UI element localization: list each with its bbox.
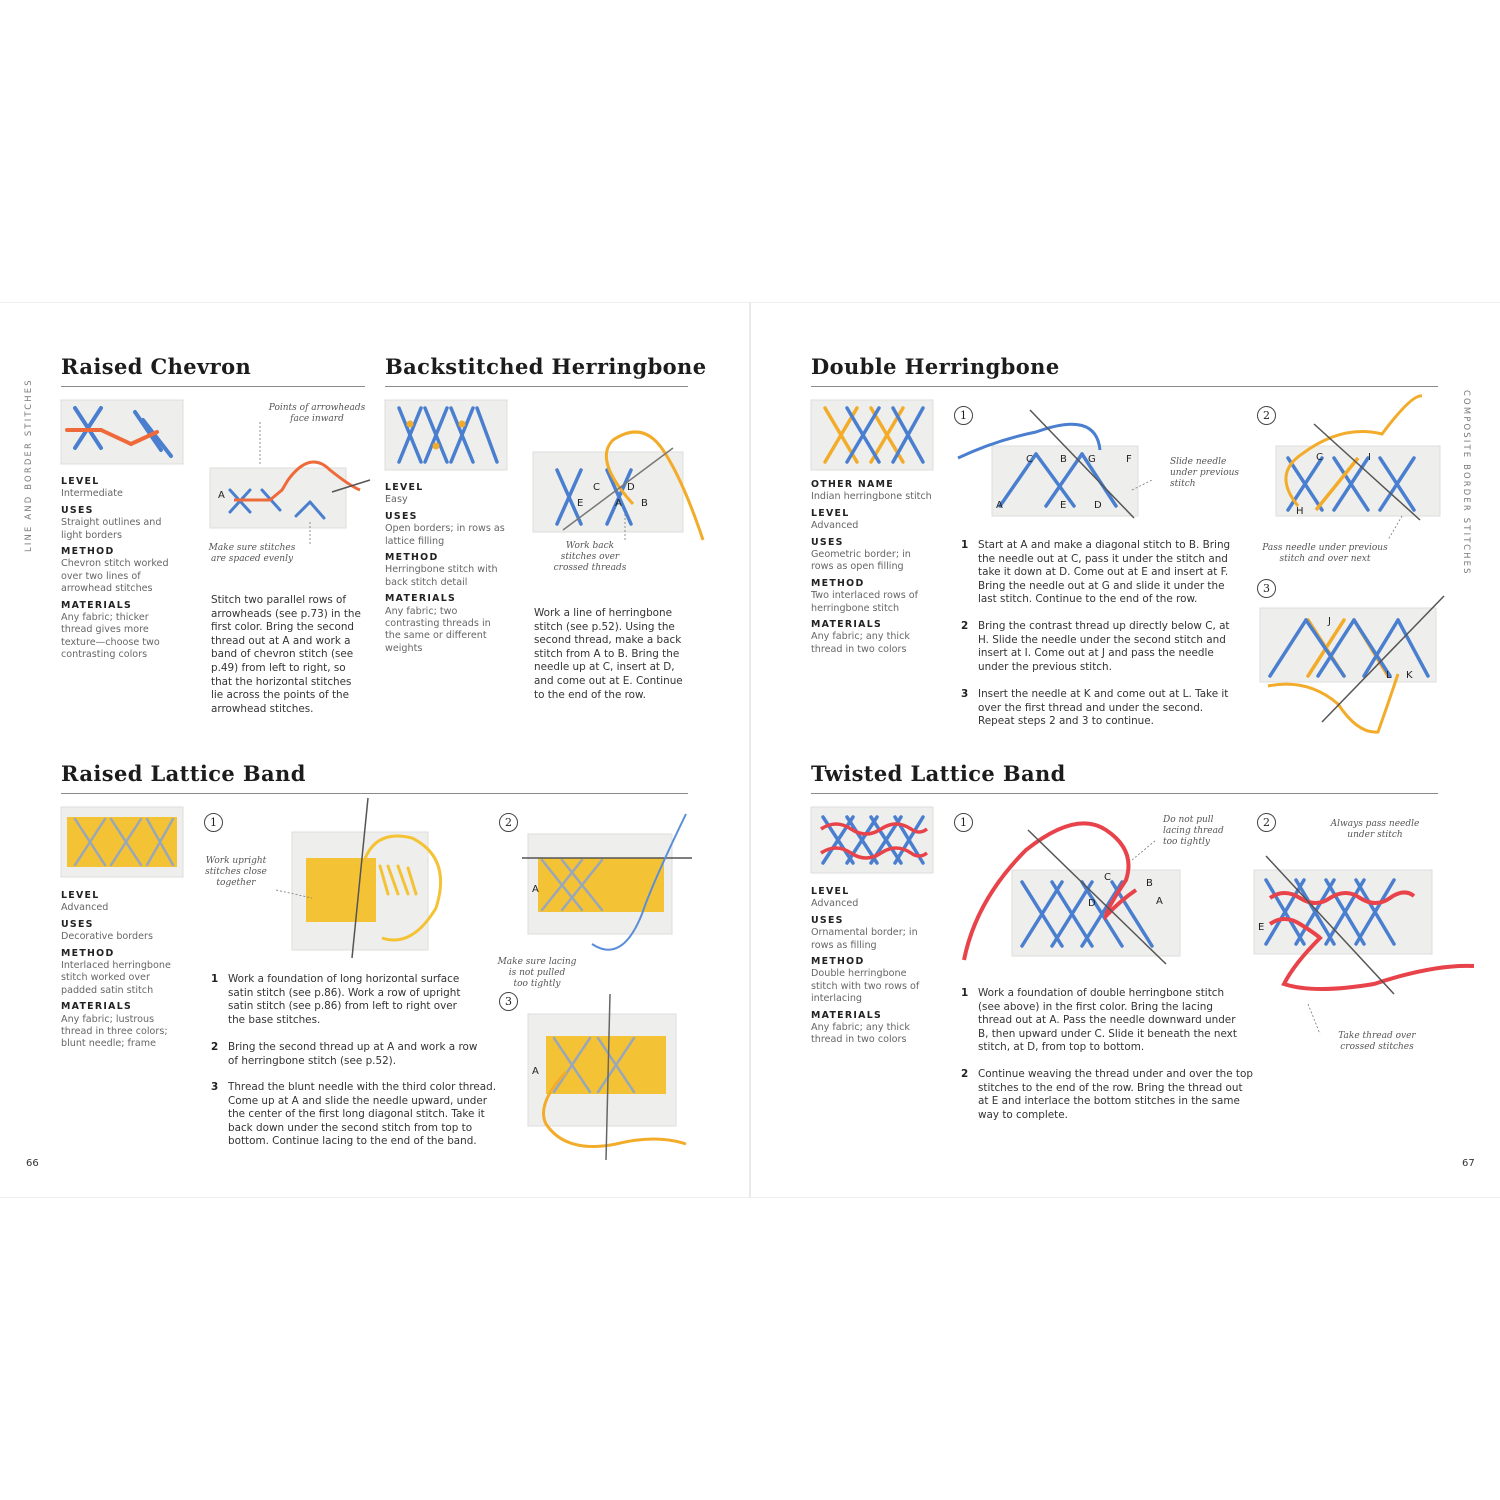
raised-chevron-info [61, 476, 176, 662]
raised-lattice-band-info [61, 890, 186, 1051]
raised-chevron-note-bottom: Make sure stitches are spaced evenly [208, 543, 296, 564]
method-value: Herringbone stitch with back stitch detail [385, 564, 498, 588]
step-text: Continue weaving the thread under and over the top stitches to the end of the row. Bring the thread out at E and interlace the bottom stitches in the same way to complete. [978, 1068, 1253, 1121]
step-number: 2 [211, 1041, 219, 1053]
level-label: LEVEL [385, 482, 424, 493]
twisted-lattice-band-title: Twisted Lattice Band [811, 761, 1066, 786]
dh-step-mark-3: 3 [1257, 579, 1276, 598]
dh1-label-a: A [996, 500, 1003, 511]
side-label-right: COMPOSITE BORDER STITCHES [1462, 390, 1472, 576]
materials-value: Any fabric; any thick thread in two colors [811, 631, 910, 655]
dh1-label-b: B [1060, 454, 1067, 465]
step-text: Work a foundation of long horizontal surface satin stitch (see p.86). Work a row of upright satin stitch (see p.86) from left to right over the base stitches. [228, 973, 461, 1026]
level-label: LEVEL [811, 886, 850, 897]
uses-label: USES [811, 914, 844, 926]
tlb-step-2 [961, 1068, 1256, 1122]
backstitched-herringbone-swatch [385, 400, 507, 470]
step-number: 3 [211, 1081, 219, 1093]
other-name-value: Indian herringbone stitch [811, 491, 932, 503]
raised-lattice-band-swatch [61, 807, 183, 877]
side-label-left: LINE AND BORDER STITCHES [23, 378, 33, 552]
materials-label: MATERIALS [811, 619, 883, 631]
dh1-label-c: C [1026, 454, 1033, 465]
method-value: Interlaced herringbone stitch worked over padded satin stitch [61, 960, 171, 996]
backstitched-herringbone-title: Backstitched Herringbone [385, 354, 707, 379]
twisted-lattice-band-swatch [811, 807, 933, 873]
twisted-lattice-band-diagram-1 [956, 820, 1186, 970]
dh-step-2 [961, 620, 1241, 674]
raised-chevron-note-top: Points of arrowheads face inward [268, 403, 366, 424]
double-herringbone-diagram-3 [1248, 594, 1448, 734]
tlb-note-2a: Always pass needle under stitch [1330, 819, 1420, 840]
step-number: 2 [961, 1068, 969, 1080]
step-text: Work a foundation of double herringbone stitch (see above) in the first color. Bring the lacing thread out at A. Pass the needle downward under B, then upward under C. Slide it beneath the next stitch, at D, from top to bottom. [978, 987, 1237, 1054]
level-label: LEVEL [61, 890, 100, 901]
tlb-step-1 [961, 987, 1246, 1055]
backstitched-herringbone-info [385, 482, 505, 655]
tlb-step-mark-2: 2 [1257, 813, 1276, 832]
double-herringbone-rule [811, 386, 1438, 387]
step-number: 1 [211, 973, 219, 985]
raised-chevron-rule [61, 386, 365, 387]
rlb-step-1 [211, 973, 466, 1027]
materials-value: Any fabric; two contrasting threads in the same or different weights [385, 605, 491, 654]
method-label: METHOD [61, 947, 115, 959]
step-text: Start at A and make a diagonal stitch to B. Bring the needle out at C, pass it under the stitch and take it down at D. Come out at E and insert at F. Bring the needle out at G and slide it under the last stitch. Continue to the end of the row. [978, 539, 1231, 606]
level-value: Intermediate [61, 488, 123, 500]
rlb-label-a-3: A [532, 1066, 539, 1077]
step-text: Insert the needle at K and come out at L. Take it over the first thread and under the second. Repeat steps 2 and 3 to continue. [978, 688, 1229, 728]
rlb-note-1: Work upright stitches close together [205, 856, 267, 888]
materials-label: MATERIALS [61, 599, 133, 611]
page-number-right: 67 [1462, 1158, 1475, 1169]
step-number: 1 [961, 987, 969, 999]
level-value: Advanced [61, 902, 109, 914]
uses-value: Decorative borders [61, 931, 153, 943]
raised-lattice-band-rule [61, 793, 688, 794]
dh-step-1 [961, 539, 1241, 607]
uses-label: USES [61, 504, 94, 516]
step-text: Bring the second thread up at A and work a row of herringbone stitch (see p.52). [228, 1041, 478, 1067]
dh1-label-e: E [1060, 500, 1067, 511]
bh-label-d: D [627, 482, 635, 493]
materials-value: Any fabric; thicker thread gives more texture—choose two contrasting colors [61, 612, 160, 661]
tlb1-label-a: A [1156, 896, 1163, 907]
dh-note-2: Pass needle under previous stitch and over next [1262, 543, 1388, 564]
dh2-label-i: I [1368, 452, 1371, 463]
materials-value: Any fabric; any thick thread in two colors [811, 1022, 910, 1046]
raised-chevron-label-a: A [218, 490, 225, 501]
rlb-step-3 [211, 1081, 499, 1149]
raised-lattice-band-diagram-2 [522, 814, 692, 954]
dh-step-mark-1: 1 [954, 406, 973, 425]
dh3-label-l: L [1386, 670, 1392, 681]
tlb2-label-e: E [1258, 922, 1265, 933]
dh2-label-c: C [1316, 452, 1323, 463]
uses-value: Straight outlines and light borders [61, 517, 162, 541]
dh1-label-f: F [1126, 454, 1132, 465]
uses-value: Ornamental border; in rows as filling [811, 927, 918, 951]
method-label: METHOD [61, 546, 115, 558]
raised-chevron-title: Raised Chevron [61, 354, 252, 379]
level-value: Easy [385, 494, 408, 506]
raised-chevron-diagram [210, 420, 370, 530]
materials-label: MATERIALS [61, 1001, 133, 1013]
method-value: Chevron stitch worked over two lines of arrowhead stitches [61, 558, 169, 595]
method-label: METHOD [811, 577, 865, 589]
tlb-note-1: Do not pull lacing thread too tightly [1163, 815, 1224, 847]
bh-label-e: E [577, 498, 584, 509]
twisted-lattice-band-rule [811, 793, 1438, 794]
dh2-label-h: H [1296, 506, 1304, 517]
materials-label: MATERIALS [385, 593, 457, 605]
step-number: 2 [961, 620, 969, 632]
double-herringbone-diagram-1 [956, 410, 1176, 520]
raised-lattice-band-diagram-3 [526, 994, 691, 1164]
step-number: 1 [961, 539, 969, 551]
level-label: LEVEL [61, 476, 100, 487]
bh-label-b: B [641, 498, 648, 509]
bh-label-c: C [593, 482, 600, 493]
backstitched-herringbone-note: Work back stitches over crossed threads [553, 541, 627, 573]
dh1-label-d: D [1094, 500, 1102, 511]
step-number: 3 [961, 688, 969, 700]
method-value: Double herringbone stitch with two rows of interlacing [811, 968, 920, 1005]
tlb-step-mark-1: 1 [954, 813, 973, 832]
other-name-label: OTHER NAME [811, 479, 894, 490]
rlb-note-3: Make sure lacing is not pulled too tightly [497, 957, 577, 989]
raised-lattice-band-diagram-1 [292, 798, 452, 958]
double-herringbone-info [811, 479, 936, 656]
page-number-left: 66 [26, 1158, 39, 1169]
rlb-step-mark-2: 2 [499, 813, 518, 832]
dh1-label-g: G [1088, 454, 1096, 465]
level-label: LEVEL [811, 507, 850, 519]
method-value: Two interlaced rows of herringbone stitch [811, 590, 918, 614]
backstitched-herringbone-diagram [533, 430, 718, 550]
level-value: Advanced [811, 898, 859, 910]
twisted-lattice-band-diagram-2 [1254, 844, 1484, 994]
raised-lattice-band-title: Raised Lattice Band [61, 761, 306, 786]
materials-label: MATERIALS [811, 1009, 883, 1021]
backstitched-herringbone-rule [385, 386, 688, 387]
rlb-step-mark-1: 1 [204, 813, 223, 832]
bh-label-a: A [615, 498, 622, 509]
materials-value: Any fabric; lustrous thread in three colors; blunt needle; frame [61, 1013, 168, 1050]
tlb-note-2b: Take thread over crossed stitches [1338, 1031, 1416, 1052]
uses-label: USES [385, 510, 418, 522]
book-gutter [749, 302, 751, 1198]
tlb1-label-c: C [1104, 872, 1111, 883]
double-herringbone-swatch [811, 400, 933, 470]
dh-note-1: Slide needle under previous stitch [1170, 457, 1240, 489]
dh-step-3 [961, 688, 1241, 729]
dh3-label-k: K [1406, 670, 1413, 681]
step-text: Thread the blunt needle with the third color thread. Come up at A and slide the needle upward, under the center of the first long diagonal stitch. Take it back down under the second stitch from top to bottom. Continue lacing to the end of the band. [228, 1081, 497, 1148]
method-label: METHOD [385, 552, 439, 564]
backstitched-herringbone-body: Work a line of herringbone stitch (see p.52). Using the second thread, make a back stitch from A to B. Bring the needle up at C, insert at D, and come out at E. Continue to the end of the row. [534, 607, 683, 701]
tlb1-label-d: D [1088, 898, 1096, 909]
rlb-step-mark-3: 3 [499, 992, 518, 1011]
rlb-step-2 [211, 1041, 481, 1068]
double-herringbone-title: Double Herringbone [811, 354, 1060, 379]
dh-step-mark-2: 2 [1257, 406, 1276, 425]
uses-value: Geometric border; in rows as open filling [811, 549, 911, 573]
uses-label: USES [61, 918, 94, 930]
twisted-lattice-band-info [811, 886, 936, 1047]
tlb1-label-b: B [1146, 878, 1153, 889]
level-value: Advanced [811, 520, 859, 532]
uses-label: USES [811, 536, 844, 548]
dh3-label-j: J [1328, 616, 1331, 627]
step-text: Bring the contrast thread up directly below C, at H. Slide the needle under the second stitch and insert at I. Come out at J and pass the needle under the previous stitch. [978, 620, 1230, 673]
method-label: METHOD [811, 956, 865, 968]
rlb-label-a-2: A [532, 884, 539, 895]
double-herringbone-diagram-2 [1262, 394, 1442, 534]
raised-chevron-swatch [61, 400, 183, 464]
raised-chevron-body: Stitch two parallel rows of arrowheads (see p.73) in the first color. Bring the second thread out at A and work a band of chevron stitch (see p.49) from left to right, so that the horizontal stitches lie across the points of the arrowhead stitches. [211, 594, 361, 715]
uses-value: Open borders; in rows as lattice filling [385, 523, 505, 547]
